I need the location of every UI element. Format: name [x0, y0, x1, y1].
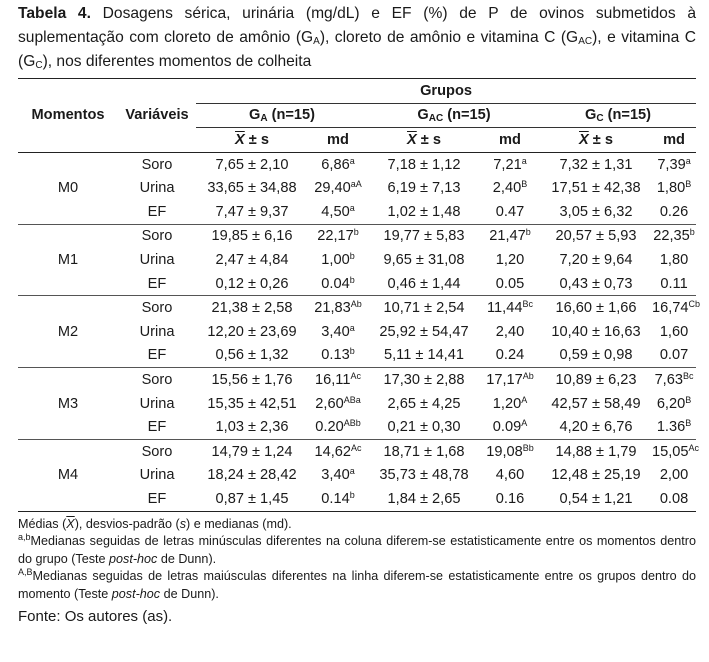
gc-median-cell: 1,80: [659, 251, 689, 268]
ga-mean-sd-cell: 1,03 ± 2,36: [215, 419, 289, 436]
ga-median-cell: $14,62^{Ac}$: [308, 439, 368, 463]
note-2: $^{a,b}$Medianas seguidas de letras minúsculas diferentes na coluna diferem-se estatisticamente entre os momentos dentro do grupo (Teste post-hoc de Dunn).: [18, 532, 696, 566]
ga-median-cell: 22,17$^b$: [308, 224, 368, 248]
gac-mean-sd-cell: 25,92 ± 54,47: [379, 323, 469, 340]
gc-median-cell: 2,00: [659, 467, 689, 484]
ga-median-cell: $2,60^{ABa}$: [315, 394, 361, 412]
gc-mean-sd-cell: 42,57 ± 58,49: [551, 395, 641, 412]
ga-mean-sd-cell: 0,87 ± 1,45: [196, 487, 308, 511]
gc-mean-sd-cell: 17,51 ± 42,38: [551, 180, 641, 197]
gac-median-cell: $0.09^A$: [492, 418, 528, 436]
gac-mean-sd-cell: 9,65 ± 31,08: [383, 251, 465, 268]
gc-mean-sd-cell: 12,48 ± 25,19: [551, 467, 641, 484]
source-line: Fonte: Os autores (as).: [18, 607, 173, 625]
moment-cell: M3: [18, 368, 118, 440]
gc-median-cell: $1.36^B$: [656, 418, 692, 436]
variable-cell: Soro: [118, 368, 196, 392]
gac-mean-sd-cell: 0,21 ± 0,30: [387, 419, 461, 436]
ga-mean-sd-cell: 19,85 ± 6,16: [196, 224, 308, 248]
header-mean-sd: $\overline{X} \pm s$: [368, 128, 480, 153]
table-body: [18, 152, 701, 511]
gc-mean-sd-cell: 7,32 ± 1,31: [559, 156, 633, 173]
ga-median-cell: $21,83^{Ab}$: [308, 296, 368, 320]
ga-median-cell: 3,40$^a$: [321, 322, 355, 340]
table-row: [18, 200, 696, 224]
gc-mean-sd-cell: 0,59 ± 0,98: [559, 347, 633, 364]
table-caption: Tabela 4. Dosagens sérica, urinária (mg/dL) e EF (%) de P de ovinos submetidos à suplementação com cloreto de amônio $(G_A)$, cloreto de amônio e vitamina C $(G_{AC})$, e vitamina C $(G_C)$, nos diferentes momentos de colheita: [18, 5, 697, 71]
table-row: [18, 320, 696, 344]
header-md: md: [652, 128, 696, 153]
gac-mean-sd-cell: 17,30 ± 2,88: [368, 368, 480, 392]
table-row: [18, 224, 696, 248]
ga-mean-sd-cell: 15,56 ± 1,76: [196, 368, 308, 392]
gc-mean-sd-cell: 0,54 ± 1,21: [540, 487, 652, 511]
variable-cell: EF: [147, 419, 167, 436]
gc-median-cell: 0.08: [652, 487, 696, 511]
ga-mean-sd-cell: 21,38 ± 2,58: [196, 296, 308, 320]
gac-median-cell: $1,20^A$: [492, 394, 528, 412]
gac-mean-sd-cell: 35,73 ± 48,78: [379, 467, 469, 484]
ga-median-cell: 0.04$^b$: [321, 274, 355, 292]
gc-mean-sd-cell: 3,05 ± 6,32: [559, 203, 633, 220]
gac-median-cell: 0.16: [480, 487, 540, 511]
gac-median-cell: 1,20: [495, 251, 525, 268]
note-3: $^{A,B}$Medianas seguidas de letras maiúsculas diferentes na linha diferem-se estatisticamente entre os grupos dentro do momento (Teste post-hoc de Dunn).: [18, 567, 696, 602]
table-row: [18, 296, 696, 320]
gac-median-cell: $2,40^B$: [492, 179, 528, 197]
table-row: [18, 392, 696, 416]
gc-mean-sd-cell: 20,57 ± 5,93: [540, 224, 652, 248]
gac-mean-sd-cell: 2,65 ± 4,25: [387, 395, 461, 412]
variable-cell: Soro: [118, 296, 196, 320]
header-mean-sd: $\overline{X} \pm s$: [540, 128, 652, 153]
ga-mean-sd-cell: 2,47 ± 4,84: [215, 251, 289, 268]
ga-mean-sd-cell: 7,65 ± 2,10: [215, 156, 289, 173]
table-row: [18, 152, 696, 176]
gc-median-cell: $16,74^{Cb}$: [652, 296, 696, 320]
data-table: [18, 78, 701, 512]
ga-mean-sd-cell: 15,35 ± 42,51: [207, 395, 297, 412]
variable-cell: Soro: [141, 156, 173, 173]
header-variaveis: Variáveis: [118, 79, 196, 153]
gc-mean-sd-cell: 14,88 ± 1,79: [540, 439, 652, 463]
gc-mean-sd-cell: 10,40 ± 16,63: [551, 323, 641, 340]
gc-mean-sd-cell: 16,60 ± 1,66: [540, 296, 652, 320]
header-mean-sd: $\overline{X} \pm s$: [196, 128, 308, 153]
table-row: [18, 176, 696, 200]
variable-cell: Urina: [139, 323, 175, 340]
variable-cell: EF: [147, 275, 167, 292]
ga-mean-sd-cell: 14,79 ± 1,24: [196, 439, 308, 463]
ga-median-cell: $29,40^{aA}$: [314, 179, 362, 197]
gac-median-cell: $19,08^{Bb}$: [480, 439, 540, 463]
header-md: md: [480, 128, 540, 153]
gc-median-cell: 7,39$^a$: [657, 155, 691, 173]
variable-cell: Urina: [139, 251, 175, 268]
moment-cell: M0: [57, 180, 79, 197]
table-row: [18, 439, 696, 463]
gc-mean-sd-cell: 0,43 ± 0,73: [559, 275, 633, 292]
header-group-ac: $G_{AC}$ (n=15): [368, 103, 540, 128]
gc-median-cell: $15,05^{Ac}$: [652, 439, 696, 463]
table-notes: [18, 516, 696, 604]
ga-median-cell: $0.20^{ABb}$: [315, 418, 361, 436]
table-row: [18, 464, 696, 488]
ga-median-cell: 4,50$^a$: [321, 202, 355, 220]
gac-mean-sd-cell: 1,02 ± 1,48: [387, 203, 461, 220]
ga-median-cell: 0.13$^b$: [321, 346, 355, 364]
gac-median-cell: 0.05: [495, 275, 525, 292]
ga-median-cell: 3,40$^a$: [321, 466, 355, 484]
header-group-a: $G_A$ (n=15): [196, 103, 368, 128]
gc-mean-sd-cell: 10,89 ± 6,23: [540, 368, 652, 392]
gac-median-cell: 21,47$^b$: [480, 224, 540, 248]
document: [18, 2, 701, 628]
note-1: Médias $(\overline{X})$, desvios-padrão (s) e medianas (md).: [18, 516, 292, 531]
gac-median-cell: 0.24: [495, 347, 525, 364]
gac-median-cell: 2,40: [495, 323, 525, 340]
ga-median-cell: 0.14$^b$: [308, 487, 368, 511]
ga-mean-sd-cell: 0,56 ± 1,32: [215, 347, 289, 364]
variable-cell: Soro: [118, 224, 196, 248]
table-row: [18, 487, 696, 511]
gac-median-cell: $11,44^{Bc}$: [480, 296, 540, 320]
gc-median-cell: $1,80^B$: [656, 179, 692, 197]
gc-median-cell: $7,63^{Bc}$: [652, 368, 696, 392]
table-row: [18, 344, 696, 368]
variable-cell: Soro: [118, 439, 196, 463]
header-grupos: Grupos: [196, 79, 696, 104]
variable-cell: EF: [147, 203, 167, 220]
table-row: [18, 415, 696, 439]
ga-median-cell: 1,00$^b$: [321, 250, 355, 268]
ga-mean-sd-cell: 0,12 ± 0,26: [215, 275, 289, 292]
gc-mean-sd-cell: 7,20 ± 9,64: [559, 251, 633, 268]
gac-mean-sd-cell: 1,84 ± 2,65: [368, 487, 480, 511]
header-group-c: $G_C$ (n=15): [540, 103, 696, 128]
gc-median-cell: 1,60: [659, 323, 689, 340]
gac-mean-sd-cell: 18,71 ± 1,68: [368, 439, 480, 463]
variable-cell: Urina: [139, 180, 175, 197]
variable-cell: Urina: [139, 467, 175, 484]
caption-label: Tabela 4.: [18, 5, 91, 22]
gac-median-cell: $17,17^{Ab}$: [480, 368, 540, 392]
ga-median-cell: 6,86$^a$: [321, 155, 355, 173]
gc-mean-sd-cell: 4,20 ± 6,76: [559, 419, 633, 436]
gac-median-cell: 4,60: [495, 467, 525, 484]
ga-mean-sd-cell: 18,24 ± 28,42: [207, 467, 297, 484]
ga-mean-sd-cell: 33,65 ± 34,88: [207, 180, 297, 197]
ga-median-cell: $16,11^{Ac}$: [308, 368, 368, 392]
gac-median-cell: 0.47: [495, 203, 525, 220]
gc-median-cell: 22,35$^b$: [652, 224, 696, 248]
gac-median-cell: 7,21$^a$: [493, 155, 527, 173]
table-row: [18, 368, 696, 392]
gc-median-cell: 0.11: [660, 275, 688, 292]
table-row: [18, 272, 696, 296]
gac-mean-sd-cell: 0,46 ± 1,44: [387, 275, 461, 292]
ga-mean-sd-cell: 12,20 ± 23,69: [207, 323, 297, 340]
variable-cell: EF: [118, 487, 196, 511]
gc-median-cell: $6,20^B$: [656, 394, 692, 412]
variable-cell: EF: [147, 347, 167, 364]
moment-cell: M2: [18, 296, 118, 368]
header-momentos: Momentos: [18, 79, 118, 153]
ga-mean-sd-cell: 7,47 ± 9,37: [215, 203, 289, 220]
table-row: [18, 248, 696, 272]
gac-mean-sd-cell: 7,18 ± 1,12: [387, 156, 461, 173]
gc-median-cell: 0.07: [659, 347, 689, 364]
gac-mean-sd-cell: 10,71 ± 2,54: [368, 296, 480, 320]
header-md: md: [308, 128, 368, 153]
moment-cell: M1: [18, 224, 118, 296]
gc-median-cell: 0.26: [659, 203, 689, 220]
gac-mean-sd-cell: 19,77 ± 5,83: [368, 224, 480, 248]
gac-mean-sd-cell: 6,19 ± 7,13: [387, 180, 461, 197]
gac-mean-sd-cell: 5,11 ± 14,41: [384, 347, 464, 364]
variable-cell: Urina: [139, 395, 175, 412]
moment-cell: M4: [18, 439, 118, 511]
